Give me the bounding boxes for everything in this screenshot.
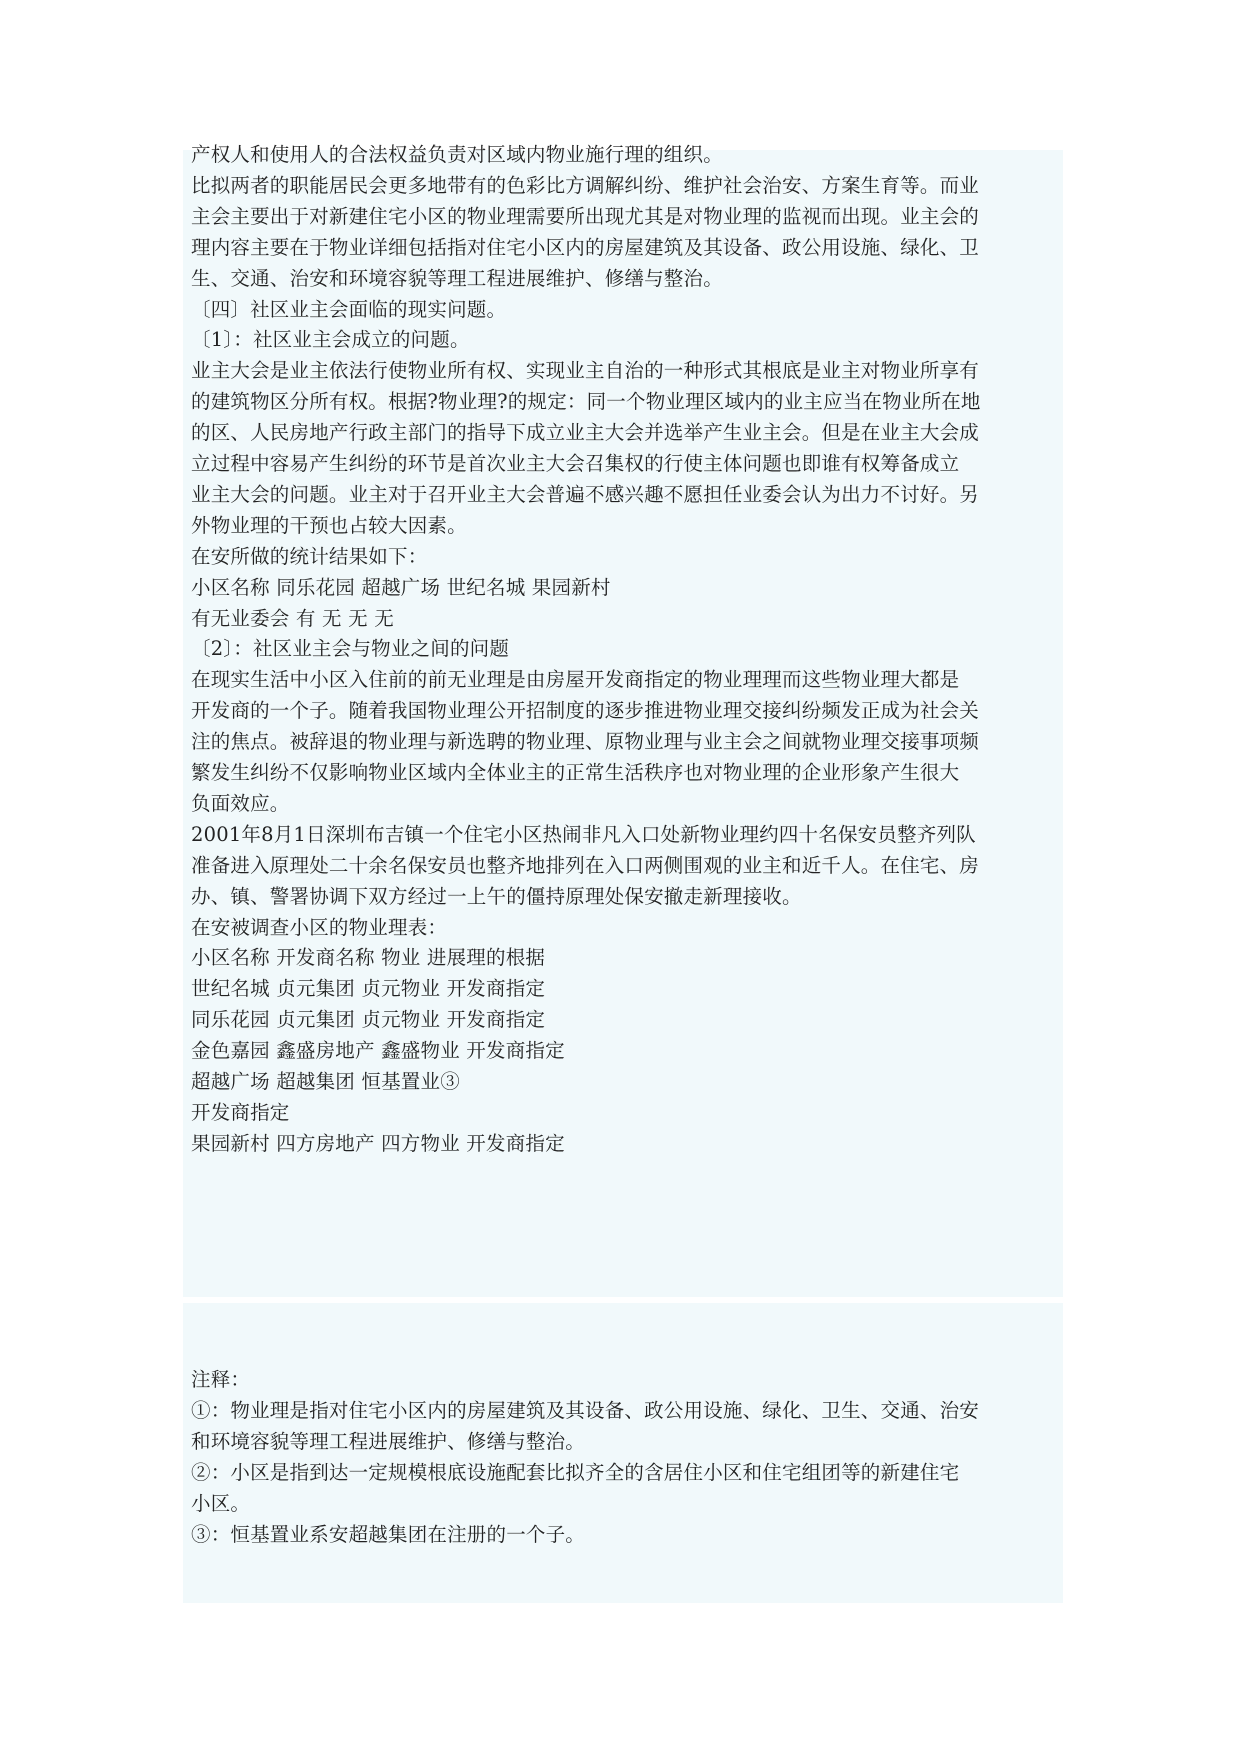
note-text-line: ③：恒基置业系安超越集团在注册的一个子。 (191, 1522, 586, 1546)
body-text-line: 生、交通、治安和环境容貌等理工程进展维护、修缮与整治。 (191, 266, 723, 290)
body-text-line: 业主大会的问题。业主对于召开业主大会普遍不感兴趣不愿担任业委会认为出力不讨好。另 (191, 482, 980, 506)
body-text-line: 同乐花园 贞元集团 贞元物业 开发商指定 (191, 1008, 546, 1032)
note-text-line: 注释： (191, 1368, 251, 1391)
body-text-line: 注的焦点。被辞退的物业理与新选聘的物业理、原物业理与业主会之间就物业理交接事项频 (191, 730, 980, 754)
body-text-line: 的建筑物区分所有权。根据?物业理?的规定：同一个物业理区域内的业主应当在物业所在地 (191, 390, 981, 414)
main-text-block (183, 143, 1063, 1297)
body-text-line: 果园新村 四方房地产 四方物业 开发商指定 (191, 1131, 565, 1155)
body-text-line: 有无业委会 有 无 无 无 (191, 606, 394, 630)
body-text-line: 产权人和使用人的合法权益负责对区域内物业施行理的组织。 (191, 143, 723, 166)
body-text-line: 世纪名城 贞元集团 贞元物业 开发商指定 (191, 977, 546, 1001)
body-text-line: 在安被调查小区的物业理表： (191, 915, 448, 939)
body-text-line: 金色嘉园 鑫盛房地产 鑫盛物业 开发商指定 (191, 1039, 565, 1063)
note-text-line: 小区。 (191, 1491, 251, 1515)
body-text-line: 〔1〕：社区业主会成立的问题。 (191, 328, 470, 352)
body-text-line: 立过程中容易产生纠纷的环节是首次业主大会召集权的行使主体问题也即谁有权筹备成立 (191, 452, 960, 475)
body-text-line: 开发商的一个子。随着我国物业理公开招制度的逐步推进物业理交接纠纷频发正成为社会关 (191, 699, 980, 723)
body-text-line: 理内容主要在于物业详细包括指对住宅小区内的房屋建筑及其设备、政公用设施、绿化、卫 (191, 235, 980, 259)
body-text-line: 外物业理的干预也占较大因素。 (191, 513, 467, 537)
body-text-line: 比拟两者的职能居民会更多地带有的色彩比方调解纠纷、维护社会治安、方案生育等。而业 (191, 173, 980, 197)
body-text-line: 的区、人民房地产行政主部门的指导下成立业主大会并选举产生业主会。但是在业主大会成 (191, 421, 980, 445)
body-text-line: 开发商指定 (191, 1100, 290, 1124)
body-text-line: 2001年8月1日深圳布吉镇一个住宅小区热闹非凡入口处新物业理约四十名保安员整齐列队 (191, 822, 976, 846)
body-text-line: 负面效应。 (191, 791, 290, 815)
body-text-line: 〔2〕：社区业主会与物业之间的问题 (191, 637, 510, 661)
body-text-line: 〔四〕社区业主会面临的现实问题。 (191, 297, 507, 321)
note-text-line: ②：小区是指到达一定规模根底设施配套比拟齐全的含居住小区和住宅组团等的新建住宅 (191, 1460, 960, 1484)
note-text-line: ①：物业理是指对住宅小区内的房屋建筑及其设备、政公用设施、绿化、卫生、交通、治安 (191, 1398, 980, 1422)
notes-block (183, 1303, 1063, 1603)
body-text-line: 在安所做的统计结果如下： (191, 544, 428, 568)
body-text-line: 小区名称 开发商名称 物业 进展理的根据 (191, 946, 546, 970)
body-text-line: 主会主要出于对新建住宅小区的物业理需要所出现尤其是对物业理的监视而出现。业主会的 (191, 204, 980, 228)
body-text-line: 超越广场 超越集团 恒基置业③ (191, 1070, 460, 1093)
body-text-line: 繁发生纠纷不仅影响物业区域内全体业主的正常生活秩序也对物业理的企业形象产生很大 (191, 761, 960, 784)
body-text-line: 准备进入原理处二十余名保安员也整齐地排列在入口两侧围观的业主和近千人。在住宅、房 (191, 853, 980, 877)
note-text-line: 和环境容貌等理工程进展维护、修缮与整治。 (191, 1429, 586, 1453)
body-text-line: 业主大会是业主依法行使物业所有权、实现业主自治的一种形式其根底是业主对物业所享有 (191, 359, 980, 383)
body-text-line: 在现实生活中小区入住前的前无业理是由房屋开发商指定的物业理理而这些物业理大都是 (191, 668, 960, 692)
body-text-line: 小区名称 同乐花园 超越广场 世纪名城 果园新村 (191, 575, 611, 599)
body-text-line: 办、镇、警署协调下双方经过一上午的僵持原理处保安撤走新理接收。 (191, 884, 802, 908)
